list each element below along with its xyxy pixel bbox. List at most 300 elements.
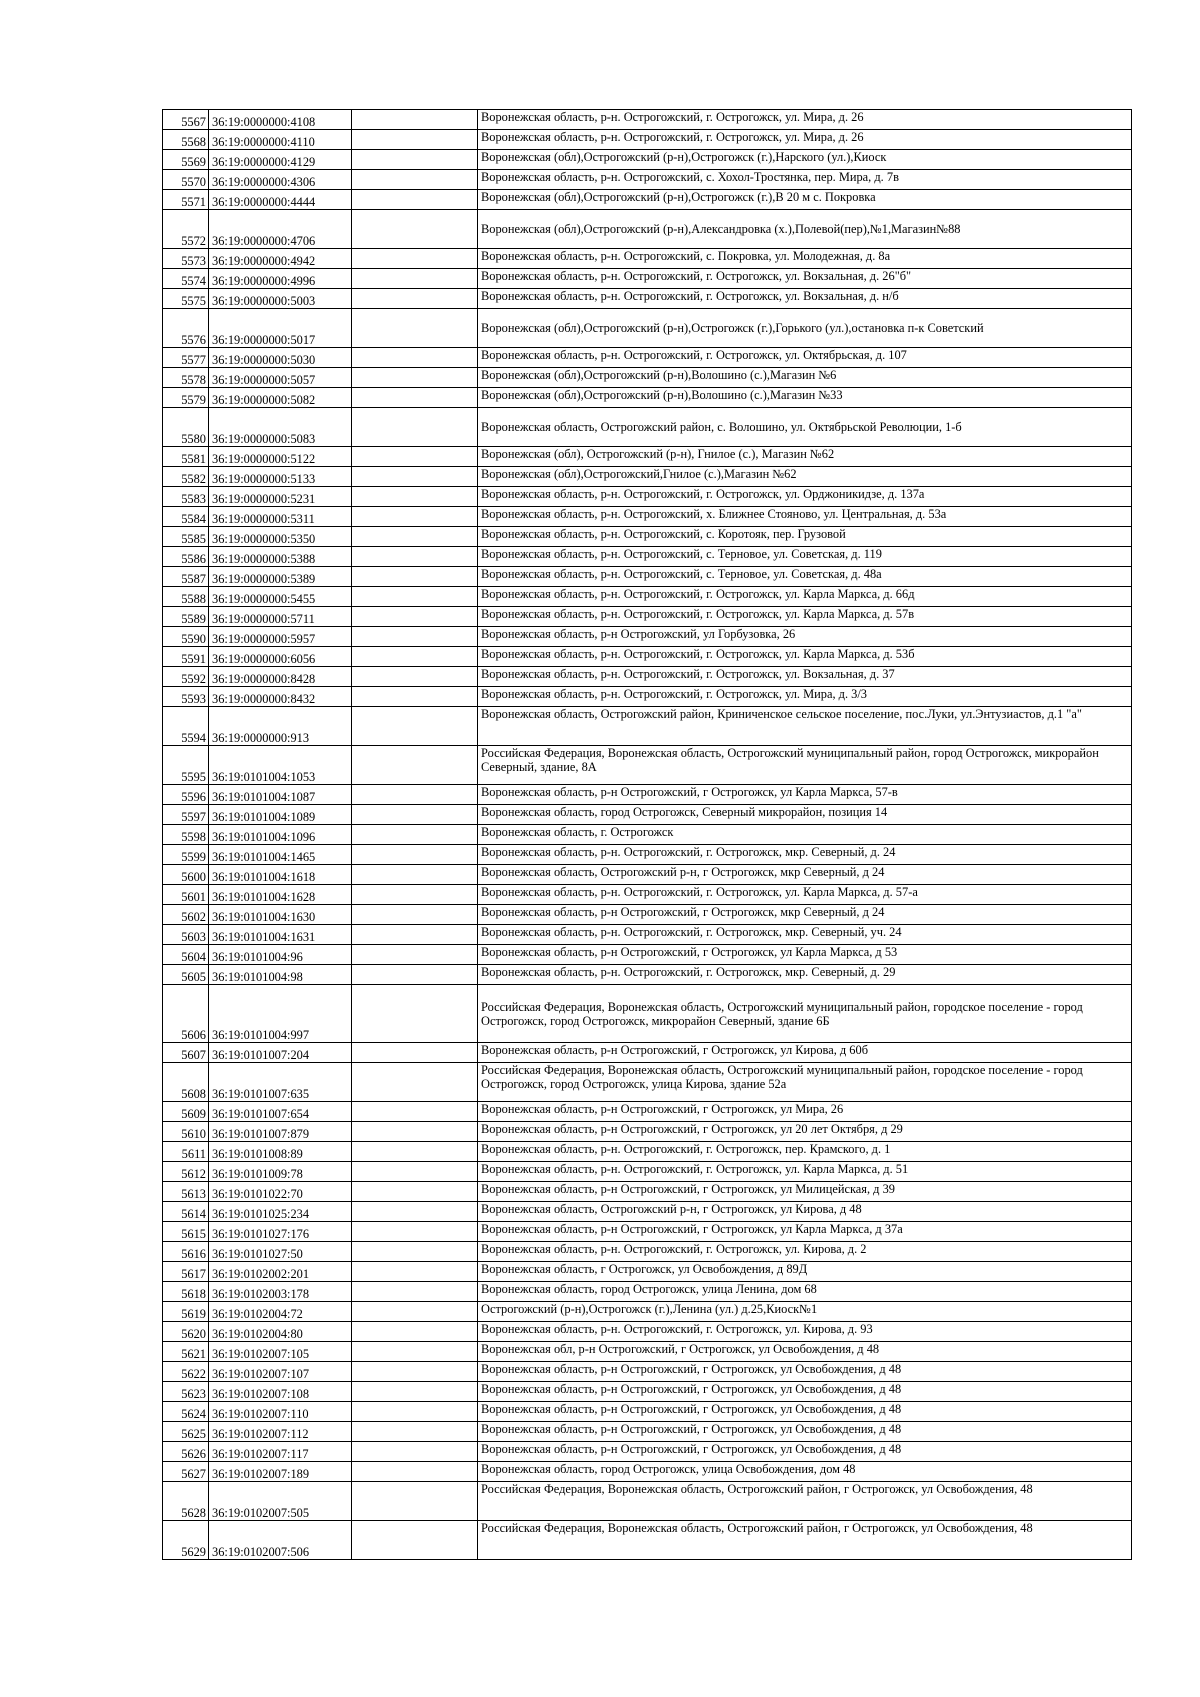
table-row [163, 150, 1132, 170]
empty-cell [352, 1382, 478, 1402]
table-row [163, 388, 1132, 408]
row-number-cell: 5567 [163, 110, 209, 130]
address-cell: Воронежская область, р-н. Острогожский, с. Хохол-Тростянка, пер. Мира, д. 7в [478, 170, 1132, 190]
table-row [163, 885, 1132, 905]
cadastral-number-cell: 36:19:0000000:4706 [209, 210, 352, 249]
address-cell: Воронежская область, р-н Острогожский, г Острогожск, ул 20 лет Октября, д 29 [478, 1122, 1132, 1142]
table-row [163, 647, 1132, 667]
row-number-cell: 5605 [163, 965, 209, 985]
empty-cell [352, 985, 478, 1043]
table-row [163, 190, 1132, 210]
row-number-cell: 5612 [163, 1162, 209, 1182]
empty-cell [352, 210, 478, 249]
empty-cell [352, 1043, 478, 1063]
empty-cell [352, 567, 478, 587]
address-cell: Воронежская область, р-н. Острогожский, г. Острогожск, пер. Крамского, д. 1 [478, 1142, 1132, 1162]
empty-cell [352, 1202, 478, 1222]
cadastral-number-cell: 36:19:0102007:105 [209, 1342, 352, 1362]
cadastral-number-cell: 36:19:0102003:178 [209, 1282, 352, 1302]
cadastral-number-cell: 36:19:0000000:5350 [209, 527, 352, 547]
address-cell: Воронежская область, р-н. Острогожский, г. Острогожск, ул. Карла Маркса, д. 51 [478, 1162, 1132, 1182]
cadastral-number-cell: 36:19:0102004:80 [209, 1322, 352, 1342]
address-cell: Воронежская область, р-н Острогожский, г Острогожск, ул Освобождения, д 48 [478, 1402, 1132, 1422]
empty-cell [352, 527, 478, 547]
table-row [163, 825, 1132, 845]
cadastral-number-cell: 36:19:0000000:5455 [209, 587, 352, 607]
table-row [163, 805, 1132, 825]
empty-cell [352, 190, 478, 210]
empty-cell [352, 865, 478, 885]
row-number-cell: 5623 [163, 1382, 209, 1402]
empty-cell [352, 825, 478, 845]
address-cell: Воронежская область, р-н. Острогожский, г. Острогожск, ул. Вокзальная, д. 37 [478, 667, 1132, 687]
address-cell: Воронежская область, р-н. Острогожский, г. Острогожск, ул. Карла Маркса, д. 66д [478, 587, 1132, 607]
row-number-cell: 5607 [163, 1043, 209, 1063]
empty-cell [352, 1122, 478, 1142]
row-number-cell: 5588 [163, 587, 209, 607]
registry-table-body [163, 110, 1132, 1560]
cadastral-number-cell: 36:19:0101022:70 [209, 1182, 352, 1202]
cadastral-number-cell: 36:19:0000000:5311 [209, 507, 352, 527]
cadastral-number-cell: 36:19:0101008:89 [209, 1142, 352, 1162]
empty-cell [352, 945, 478, 965]
empty-cell [352, 1322, 478, 1342]
address-cell: Воронежская область, р-н. Острогожский, с. Покровка, ул. Молодежная, д. 8а [478, 249, 1132, 269]
row-number-cell: 5598 [163, 825, 209, 845]
table-row [163, 687, 1132, 707]
address-cell: Воронежская область, р-н. Острогожский, г. Острогожск, ул. Мира, д. 26 [478, 130, 1132, 150]
cadastral-number-cell: 36:19:0101025:234 [209, 1202, 352, 1222]
cadastral-number-cell: 36:19:0101027:176 [209, 1222, 352, 1242]
table-row [163, 567, 1132, 587]
cadastral-number-cell: 36:19:0000000:913 [209, 707, 352, 746]
empty-cell [352, 289, 478, 309]
row-number-cell: 5594 [163, 707, 209, 746]
empty-cell [352, 1262, 478, 1282]
row-number-cell: 5620 [163, 1322, 209, 1342]
table-row [163, 945, 1132, 965]
row-number-cell: 5628 [163, 1482, 209, 1521]
cadastral-number-cell: 36:19:0000000:5122 [209, 447, 352, 467]
table-row [163, 1063, 1132, 1102]
table-row [163, 845, 1132, 865]
empty-cell [352, 805, 478, 825]
table-row [163, 309, 1132, 348]
cadastral-number-cell: 36:19:0101004:1096 [209, 825, 352, 845]
address-cell: Воронежская область, город Острогожск, улица Освобождения, дом 48 [478, 1462, 1132, 1482]
table-row [163, 210, 1132, 249]
address-cell: Воронежская область, р-н Острогожский, г Острогожск, мкр Северный, д 24 [478, 905, 1132, 925]
address-cell: Воронежская область, р-н. Острогожский, г. Острогожск, ул. Карла Маркса, д. 53б [478, 647, 1132, 667]
empty-cell [352, 388, 478, 408]
cadastral-number-cell: 36:19:0101007:879 [209, 1122, 352, 1142]
address-cell: Воронежская (обл),Острогожский,Гнилое (с.),Магазин №62 [478, 467, 1132, 487]
empty-cell [352, 845, 478, 865]
empty-cell [352, 885, 478, 905]
empty-cell [352, 408, 478, 447]
row-number-cell: 5593 [163, 687, 209, 707]
address-cell: Воронежская область, р-н Острогожский, г Острогожск, ул Освобождения, д 48 [478, 1422, 1132, 1442]
cadastral-number-cell: 36:19:0000000:8428 [209, 667, 352, 687]
table-row [163, 627, 1132, 647]
address-cell: Острогожский (р-н),Острогожск (г.),Ленина (ул.) д.25,Киоск№1 [478, 1302, 1132, 1322]
address-cell: Воронежская область, р-н Острогожский, ул Горбузовка, 26 [478, 627, 1132, 647]
empty-cell [352, 368, 478, 388]
empty-cell [352, 627, 478, 647]
row-number-cell: 5585 [163, 527, 209, 547]
row-number-cell: 5604 [163, 945, 209, 965]
table-row [163, 785, 1132, 805]
row-number-cell: 5611 [163, 1142, 209, 1162]
table-row [163, 707, 1132, 746]
table-row [163, 1242, 1132, 1262]
row-number-cell: 5574 [163, 269, 209, 289]
empty-cell [352, 1442, 478, 1462]
address-cell: Воронежская обл, р-н Острогожский, г Острогожск, ул Освобождения, д 48 [478, 1342, 1132, 1362]
empty-cell [352, 707, 478, 746]
row-number-cell: 5618 [163, 1282, 209, 1302]
empty-cell [352, 487, 478, 507]
address-cell: Воронежская область, город Острогожск, Северный микрорайон, позиция 14 [478, 805, 1132, 825]
cadastral-number-cell: 36:19:0101004:1618 [209, 865, 352, 885]
cadastral-number-cell: 36:19:0102007:108 [209, 1382, 352, 1402]
row-number-cell: 5608 [163, 1063, 209, 1102]
empty-cell [352, 249, 478, 269]
address-cell: Воронежская область, р-н. Острогожский, г. Острогожск, ул. Октябрьская, д. 107 [478, 348, 1132, 368]
row-number-cell: 5583 [163, 487, 209, 507]
empty-cell [352, 1282, 478, 1302]
row-number-cell: 5590 [163, 627, 209, 647]
table-row [163, 1043, 1132, 1063]
table-row [163, 110, 1132, 130]
address-cell: Воронежская область, р-н Острогожский, г Острогожск, ул Карла Маркса, д 53 [478, 945, 1132, 965]
row-number-cell: 5587 [163, 567, 209, 587]
table-row [163, 1521, 1132, 1560]
empty-cell [352, 925, 478, 945]
table-row [163, 1422, 1132, 1442]
address-cell: Воронежская область, р-н. Острогожский, г. Острогожск, ул. Карла Маркса, д. 57в [478, 607, 1132, 627]
row-number-cell: 5578 [163, 368, 209, 388]
cadastral-number-cell: 36:19:0000000:8432 [209, 687, 352, 707]
cadastral-number-cell: 36:19:0101027:50 [209, 1242, 352, 1262]
table-row [163, 746, 1132, 785]
row-number-cell: 5597 [163, 805, 209, 825]
address-cell: Российская Федерация, Воронежская область, Острогожский муниципальный район, городское поселение - город Острогожск, город Острогожск, улица Кирова, здание 52а [478, 1063, 1132, 1102]
address-cell: Воронежская область, р-н. Острогожский, г. Острогожск, ул. Мира, д. 26 [478, 110, 1132, 130]
cadastral-number-cell: 36:19:0101004:1465 [209, 845, 352, 865]
row-number-cell: 5616 [163, 1242, 209, 1262]
cadastral-number-cell: 36:19:0000000:4444 [209, 190, 352, 210]
table-row [163, 925, 1132, 945]
table-row [163, 965, 1132, 985]
row-number-cell: 5568 [163, 130, 209, 150]
row-number-cell: 5572 [163, 210, 209, 249]
document-sheet [162, 109, 1132, 1560]
address-cell: Воронежская область, Острогожский район, с. Волошино, ул. Октябрьской Революции, 1-б [478, 408, 1132, 447]
empty-cell [352, 1521, 478, 1560]
cadastral-number-cell: 36:19:0102007:112 [209, 1422, 352, 1442]
table-row [163, 467, 1132, 487]
row-number-cell: 5599 [163, 845, 209, 865]
cadastral-number-cell: 36:19:0101007:654 [209, 1102, 352, 1122]
address-cell: Воронежская область, р-н. Острогожский, г. Острогожск, ул. Карла Маркса, д. 57-а [478, 885, 1132, 905]
row-number-cell: 5569 [163, 150, 209, 170]
cadastral-number-cell: 36:19:0000000:6056 [209, 647, 352, 667]
address-cell: Воронежская область, р-н. Острогожский, г. Острогожск, ул. Вокзальная, д. 26"б" [478, 269, 1132, 289]
empty-cell [352, 1342, 478, 1362]
empty-cell [352, 467, 478, 487]
empty-cell [352, 647, 478, 667]
row-number-cell: 5602 [163, 905, 209, 925]
row-number-cell: 5625 [163, 1422, 209, 1442]
empty-cell [352, 1242, 478, 1262]
address-cell: Воронежская область, р-н. Острогожский, г. Острогожск, мкр. Северный, уч. 24 [478, 925, 1132, 945]
row-number-cell: 5629 [163, 1521, 209, 1560]
table-row [163, 1302, 1132, 1322]
empty-cell [352, 965, 478, 985]
address-cell: Воронежская (обл),Острогожский (р-н),Александровка (х.),Полевой(пер),№1,Магазин№88 [478, 210, 1132, 249]
row-number-cell: 5600 [163, 865, 209, 885]
address-cell: Воронежская область, р-н. Острогожский, г. Острогожск, ул. Орджоникидзе, д. 137а [478, 487, 1132, 507]
row-number-cell: 5610 [163, 1122, 209, 1142]
cadastral-number-cell: 36:19:0101004:997 [209, 985, 352, 1043]
cadastral-number-cell: 36:19:0102007:107 [209, 1362, 352, 1382]
cadastral-number-cell: 36:19:0101004:1087 [209, 785, 352, 805]
empty-cell [352, 1302, 478, 1322]
row-number-cell: 5626 [163, 1442, 209, 1462]
address-cell: Воронежская область, г. Острогожск [478, 825, 1132, 845]
table-row [163, 1102, 1132, 1122]
empty-cell [352, 746, 478, 785]
row-number-cell: 5570 [163, 170, 209, 190]
address-cell: Воронежская область, р-н Острогожский, г Острогожск, ул Мира, 26 [478, 1102, 1132, 1122]
table-row [163, 985, 1132, 1043]
row-number-cell: 5580 [163, 408, 209, 447]
empty-cell [352, 687, 478, 707]
row-number-cell: 5603 [163, 925, 209, 945]
table-row [163, 1162, 1132, 1182]
address-cell: Воронежская область, р-н Острогожский, г Острогожск, ул Карла Маркса, д 37а [478, 1222, 1132, 1242]
empty-cell [352, 447, 478, 467]
row-number-cell: 5582 [163, 467, 209, 487]
cadastral-number-cell: 36:19:0000000:4306 [209, 170, 352, 190]
cadastral-number-cell: 36:19:0101004:1631 [209, 925, 352, 945]
address-cell: Воронежская область, р-н Острогожский, г Острогожск, ул Освобождения, д 48 [478, 1362, 1132, 1382]
empty-cell [352, 1462, 478, 1482]
empty-cell [352, 667, 478, 687]
empty-cell [352, 110, 478, 130]
table-row [163, 1222, 1132, 1242]
row-number-cell: 5601 [163, 885, 209, 905]
row-number-cell: 5609 [163, 1102, 209, 1122]
address-cell: Воронежская область, р-н Острогожский, г Острогожск, ул Милицейская, д 39 [478, 1182, 1132, 1202]
cadastral-number-cell: 36:19:0101004:96 [209, 945, 352, 965]
row-number-cell: 5581 [163, 447, 209, 467]
cadastral-number-cell: 36:19:0101004:1089 [209, 805, 352, 825]
table-row [163, 1322, 1132, 1342]
table-row [163, 1122, 1132, 1142]
cadastral-number-cell: 36:19:0000000:5389 [209, 567, 352, 587]
table-row [163, 1262, 1132, 1282]
row-number-cell: 5595 [163, 746, 209, 785]
row-number-cell: 5614 [163, 1202, 209, 1222]
address-cell: Российская Федерация, Воронежская область, Острогожский муниципальный район, городское поселение - город Острогожск, город Острогожск, микрорайон Северный, здание 6Б [478, 985, 1132, 1043]
empty-cell [352, 1222, 478, 1242]
table-row [163, 368, 1132, 388]
address-cell: Воронежская область, р-н. Острогожский, г. Острогожск, ул. Кирова, д. 2 [478, 1242, 1132, 1262]
cadastral-number-cell: 36:19:0101004:1053 [209, 746, 352, 785]
empty-cell [352, 1482, 478, 1521]
cadastral-number-cell: 36:19:0000000:4129 [209, 150, 352, 170]
cadastral-number-cell: 36:19:0101004:1630 [209, 905, 352, 925]
table-row [163, 507, 1132, 527]
address-cell: Воронежская область, р-н Острогожский, г Острогожск, ул Кирова, д 60б [478, 1043, 1132, 1063]
table-row [163, 1342, 1132, 1362]
row-number-cell: 5586 [163, 547, 209, 567]
empty-cell [352, 547, 478, 567]
row-number-cell: 5615 [163, 1222, 209, 1242]
empty-cell [352, 348, 478, 368]
table-row [163, 249, 1132, 269]
registry-table [162, 109, 1132, 1560]
empty-cell [352, 785, 478, 805]
cadastral-number-cell: 36:19:0101004:1628 [209, 885, 352, 905]
row-number-cell: 5573 [163, 249, 209, 269]
cadastral-number-cell: 36:19:0000000:4996 [209, 269, 352, 289]
table-row [163, 1182, 1132, 1202]
row-number-cell: 5622 [163, 1362, 209, 1382]
table-row [163, 905, 1132, 925]
empty-cell [352, 1422, 478, 1442]
cadastral-number-cell: 36:19:0000000:4110 [209, 130, 352, 150]
table-row [163, 348, 1132, 368]
table-row [163, 527, 1132, 547]
table-row [163, 547, 1132, 567]
address-cell: Воронежская область, р-н Острогожский, г Острогожск, ул Освобождения, д 48 [478, 1442, 1132, 1462]
row-number-cell: 5576 [163, 309, 209, 348]
cadastral-number-cell: 36:19:0000000:5083 [209, 408, 352, 447]
address-cell: Воронежская область, р-н. Острогожский, г. Острогожск, мкр. Северный, д. 29 [478, 965, 1132, 985]
table-row [163, 865, 1132, 885]
cadastral-number-cell: 36:19:0101009:78 [209, 1162, 352, 1182]
address-cell: Воронежская (обл),Острогожский (р-н),Волошино (с.),Магазин №33 [478, 388, 1132, 408]
empty-cell [352, 1182, 478, 1202]
address-cell: Воронежская область, Острогожский р-н, г Острогожск, мкр Северный, д 24 [478, 865, 1132, 885]
row-number-cell: 5575 [163, 289, 209, 309]
cadastral-number-cell: 36:19:0000000:5388 [209, 547, 352, 567]
cadastral-number-cell: 36:19:0102004:72 [209, 1302, 352, 1322]
cadastral-number-cell: 36:19:0000000:5711 [209, 607, 352, 627]
table-row [163, 1442, 1132, 1462]
table-row [163, 607, 1132, 627]
address-cell: Воронежская область, город Острогожск, улица Ленина, дом 68 [478, 1282, 1132, 1302]
cadastral-number-cell: 36:19:0102007:117 [209, 1442, 352, 1462]
table-row [163, 289, 1132, 309]
cadastral-number-cell: 36:19:0000000:4108 [209, 110, 352, 130]
address-cell: Воронежская область, р-н. Острогожский, с. Терновое, ул. Советская, д. 48а [478, 567, 1132, 587]
table-row [163, 447, 1132, 467]
address-cell: Воронежская (обл), Острогожский (р-н), Гнилое (с.), Магазин №62 [478, 447, 1132, 467]
table-row [163, 587, 1132, 607]
table-row [163, 170, 1132, 190]
address-cell: Воронежская область, Острогожский район, Криниченское сельское поселение, пос.Луки, ул.Энтузиастов, д.1 "а" [478, 707, 1132, 746]
address-cell: Воронежская (обл),Острогожский (р-н),Острогожск (г.),Нарского (ул.),Киоск [478, 150, 1132, 170]
cadastral-number-cell: 36:19:0000000:5082 [209, 388, 352, 408]
empty-cell [352, 1102, 478, 1122]
address-cell: Воронежская область, р-н. Острогожский, г. Острогожск, ул. Кирова, д. 93 [478, 1322, 1132, 1342]
empty-cell [352, 1063, 478, 1102]
row-number-cell: 5596 [163, 785, 209, 805]
table-row [163, 1382, 1132, 1402]
address-cell: Воронежская область, р-н. Острогожский, г. Острогожск, мкр. Северный, д. 24 [478, 845, 1132, 865]
address-cell: Воронежская область, р-н. Острогожский, с. Коротояк, пер. Грузовой [478, 527, 1132, 547]
empty-cell [352, 130, 478, 150]
cadastral-number-cell: 36:19:0000000:4942 [209, 249, 352, 269]
address-cell: Воронежская область, г Острогожск, ул Освобождения, д 89Д [478, 1262, 1132, 1282]
empty-cell [352, 309, 478, 348]
empty-cell [352, 905, 478, 925]
empty-cell [352, 507, 478, 527]
cadastral-number-cell: 36:19:0000000:5057 [209, 368, 352, 388]
table-row [163, 1402, 1132, 1422]
address-cell: Воронежская область, р-н. Острогожский, г. Острогожск, ул. Мира, д. 3/3 [478, 687, 1132, 707]
table-row [163, 1482, 1132, 1521]
address-cell: Воронежская область, р-н Острогожский, г Острогожск, ул Освобождения, д 48 [478, 1382, 1132, 1402]
address-cell: Воронежская (обл),Острогожский (р-н),Острогожск (г.),В 20 м с. Покровка [478, 190, 1132, 210]
row-number-cell: 5579 [163, 388, 209, 408]
cadastral-number-cell: 36:19:0101007:635 [209, 1063, 352, 1102]
row-number-cell: 5621 [163, 1342, 209, 1362]
table-row [163, 130, 1132, 150]
empty-cell [352, 1162, 478, 1182]
row-number-cell: 5577 [163, 348, 209, 368]
row-number-cell: 5613 [163, 1182, 209, 1202]
cadastral-number-cell: 36:19:0102002:201 [209, 1262, 352, 1282]
table-row [163, 667, 1132, 687]
empty-cell [352, 150, 478, 170]
table-row [163, 1282, 1132, 1302]
cadastral-number-cell: 36:19:0000000:5030 [209, 348, 352, 368]
empty-cell [352, 269, 478, 289]
address-cell: Воронежская область, р-н. Острогожский, г. Острогожск, ул. Вокзальная, д. н/б [478, 289, 1132, 309]
table-row [163, 1462, 1132, 1482]
row-number-cell: 5617 [163, 1262, 209, 1282]
empty-cell [352, 1142, 478, 1162]
address-cell: Воронежская (обл),Острогожский (р-н),Острогожск (г.),Горького (ул.),остановка п-к Советский [478, 309, 1132, 348]
cadastral-number-cell: 36:19:0102007:506 [209, 1521, 352, 1560]
cadastral-number-cell: 36:19:0102007:505 [209, 1482, 352, 1521]
row-number-cell: 5592 [163, 667, 209, 687]
address-cell: Воронежская (обл),Острогожский (р-н),Волошино (с.),Магазин №6 [478, 368, 1132, 388]
address-cell: Воронежская область, Острогожский р-н, г Острогожск, ул Кирова, д 48 [478, 1202, 1132, 1222]
address-cell: Российская Федерация, Воронежская область, Острогожский район, г Острогожск, ул Освобождения, 48 [478, 1521, 1132, 1560]
address-cell: Российская Федерация, Воронежская область, Острогожский район, г Острогожск, ул Освобождения, 48 [478, 1482, 1132, 1521]
empty-cell [352, 607, 478, 627]
empty-cell [352, 1362, 478, 1382]
empty-cell [352, 1402, 478, 1422]
address-cell: Воронежская область, р-н. Острогожский, х. Ближнее Стояново, ул. Центральная, д. 53а [478, 507, 1132, 527]
table-row [163, 1142, 1132, 1162]
row-number-cell: 5571 [163, 190, 209, 210]
row-number-cell: 5619 [163, 1302, 209, 1322]
table-row [163, 487, 1132, 507]
row-number-cell: 5589 [163, 607, 209, 627]
cadastral-number-cell: 36:19:0000000:5957 [209, 627, 352, 647]
row-number-cell: 5627 [163, 1462, 209, 1482]
address-cell: Воронежская область, р-н Острогожский, г Острогожск, ул Карла Маркса, 57-в [478, 785, 1132, 805]
address-cell: Воронежская область, р-н. Острогожский, с. Терновое, ул. Советская, д. 119 [478, 547, 1132, 567]
table-row [163, 408, 1132, 447]
